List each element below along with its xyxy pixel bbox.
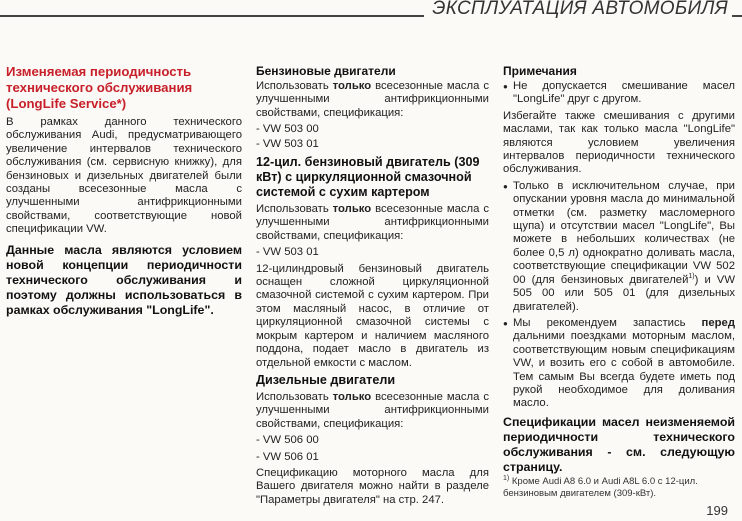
header-title: ЭКСПЛУАТАЦИЯ АВТОМОБИЛЯ [424, 0, 732, 20]
note-paragraph: Избегайте также смешивания с другими маслами, так как только масла "LongLife" являются условием увеличения интервалов периодичности технического обслуживания. [503, 109, 735, 176]
spec-item: - VW 506 00 [256, 434, 319, 447]
engine-params-paragraph: Спецификацию моторного масла для Вашего двигателя можно найти в разделе "Параметры двигателя" на стр. 247. [256, 466, 489, 506]
heading-diesel-engines: Дизельные двигатели [256, 372, 396, 387]
spec-item: - VW 506 01 [256, 450, 319, 463]
page-header [0, 0, 742, 22]
page-number: 199 [706, 503, 728, 518]
dry-sump-paragraph: 12-цилиндровый бензиновый двигатель оснащен сложной циркуляционной смазочной системой с сухим картером. При этом масляный насос, в отличие от циркуляционной смазочной системы с мокрым картером и наличием масляного поддона, подает масло в двигатель из отдельной емкости с маслом. [256, 262, 489, 369]
footnote: $^{1)}$ Кроме Audi A8 6.0 и Audi A8L 6.0 с 12-цил. бензиновым двигателем (309-кВт). [503, 474, 698, 499]
column-left [6, 64, 242, 318]
12-cyl-paragraph: Использовать только всесезонные масла с улучшенными антифрикционными свойствами, спецификация: [256, 203, 490, 242]
petrol-paragraph: Использовать только всесезонные масла с улучшенными антифрикционными свойствами, спецификация: [256, 80, 490, 119]
heading-notes: Примечания [503, 64, 577, 78]
heading-petrol-engines: Бензиновые двигатели [256, 64, 396, 78]
condition-paragraph: Данные масла являются условием новой концепции периодичности технического обслуживания и поэтому должны использоваться в рамках обслуживания "LongLife". [6, 242, 242, 317]
column-right [503, 64, 735, 475]
spec-item: - VW 503 00 [256, 123, 319, 136]
specifications-reference: Спецификации масел неизменяемой периодичности технического обслуживания - см. следующую страницу. [503, 414, 735, 474]
note-bullet: ● Мы рекомендуем запастись перед дальними поездками моторным маслом, соответствующим новым спецификациям VW, и возить его с собой в автомобиле. Тем самым Вы всегда будете иметь под рукой необходимое для доливания масло. [503, 317, 735, 411]
heading-12-cyl-engine: 12-цил. бензиновый двигатель (309 кВт) с циркуляционной смазочной системой с сухим картером [256, 155, 480, 200]
spec-item: - VW 503 01 [256, 246, 319, 259]
section-title-longlife: Изменяемая периодичность технического обслуживания (LongLife Service*) [6, 64, 193, 111]
note-bullet: ● Не допускается смешивание масел "LongLife" друг с другом. [503, 80, 735, 107]
column-middle [256, 64, 489, 510]
intro-paragraph: В рамках данного технического обслуживания Audi, предусматривающего увеличение интервалов технического обслуживания (см. сервисную книжку), для бензиновых и дизельных двигателей были созданы всесезонные масла с улучшенными антифрикционными свойствами, соответствующие новой спецификации VW. [6, 116, 242, 236]
note-bullet: ● Только в исключительном случае, при опускании уровня масла до минимальной отметки (см. разметку масломерного щупа) и отсутствии масел "LongLife", Вы можете в небольших количествах (не более 0,5 л) однократно доливать масла, соответствующие спецификации VW 502 00 (для бензиновых двигателей$^{1)}$) и VW 505 00 или 505 01 (для дизельных двигателей). [503, 180, 735, 314]
diesel-paragraph: Использовать только всесезонные масла с улучшенными антифрикционными свойствами, спецификация: [256, 390, 490, 430]
spec-item: - VW 503 01 [256, 137, 319, 150]
